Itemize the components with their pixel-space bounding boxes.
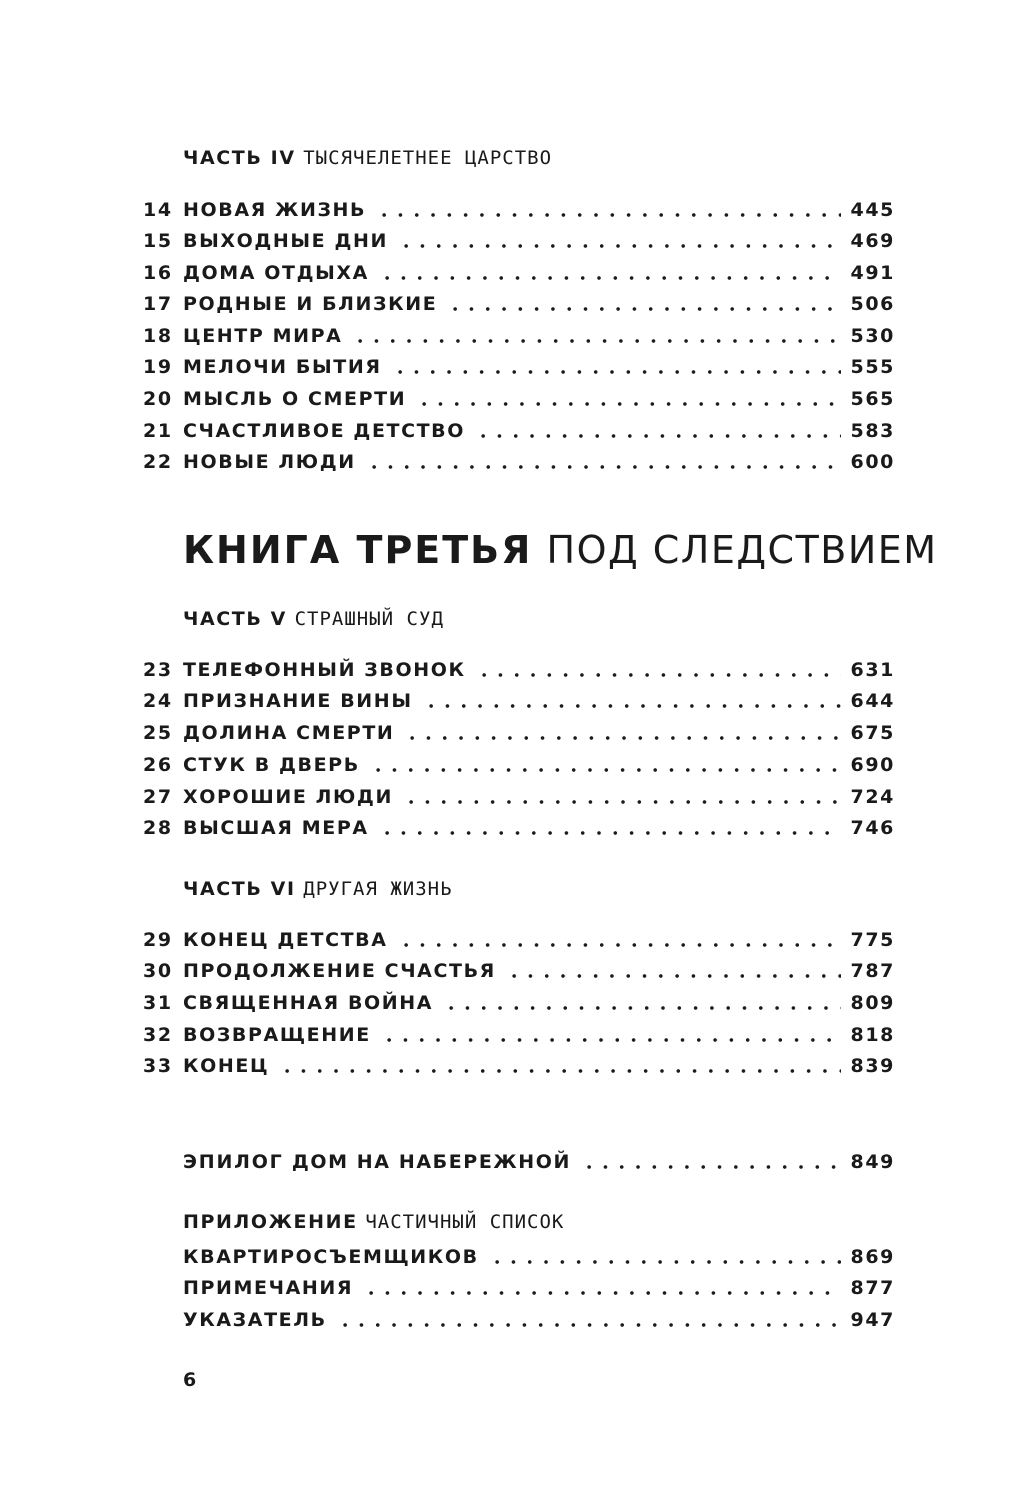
chapter-page: 724 xyxy=(850,786,895,808)
toc-entry-29[interactable] xyxy=(143,925,895,955)
chapter-title: СЧАСТЛИВОЕ ДЕТСТВО xyxy=(183,420,466,442)
toc-entry-30[interactable] xyxy=(143,956,895,986)
chapter-title: ЦЕНТР МИРА xyxy=(183,325,343,347)
appendix-title: ЧАСТИЧНЫЙ СПИСОК xyxy=(365,1211,565,1233)
toc-entry-19[interactable] xyxy=(143,352,895,382)
chapter-title: МЫСЛЬ О СМЕРТИ xyxy=(183,388,407,410)
chapter-page: 746 xyxy=(850,817,895,839)
leader-dots xyxy=(337,1323,841,1327)
chapter-page: 506 xyxy=(850,293,895,315)
toc-entry-16[interactable] xyxy=(143,258,895,288)
chapter-page: 530 xyxy=(850,325,895,347)
toc-entry-17[interactable] xyxy=(143,289,895,319)
chapter-number: 27 xyxy=(143,786,173,808)
appendix-item-page: 947 xyxy=(850,1309,895,1331)
toc-entry-epilogue[interactable] xyxy=(183,1147,895,1177)
chapter-page: 469 xyxy=(850,230,895,252)
chapter-title: ПРИЗНАНИЕ ВИНЫ xyxy=(183,690,413,712)
part-6-heading xyxy=(183,878,453,900)
leader-dots xyxy=(403,800,841,804)
toc-entry-18[interactable] xyxy=(143,321,895,351)
toc-entry-tenants-list[interactable] xyxy=(183,1242,895,1272)
part-4-title: ТЫСЯЧЕЛЕТНЕЕ ЦАРСТВО xyxy=(303,147,553,169)
chapter-page: 818 xyxy=(850,1024,895,1046)
chapter-number: 16 xyxy=(143,262,173,284)
chapter-number: 19 xyxy=(143,356,173,378)
chapter-title: РОДНЫЕ И БЛИЗКИЕ xyxy=(183,293,438,315)
epilogue-title xyxy=(183,1151,571,1173)
chapter-number: 30 xyxy=(143,960,173,982)
chapter-number: 22 xyxy=(143,451,173,473)
chapter-page: 839 xyxy=(850,1055,895,1077)
leader-dots xyxy=(581,1165,841,1169)
leader-dots xyxy=(376,213,840,217)
leader-dots xyxy=(443,1006,840,1010)
leader-dots xyxy=(379,831,841,835)
chapter-title: ДОМА ОТДЫХА xyxy=(183,262,369,284)
chapter-page: 491 xyxy=(850,262,895,284)
chapter-title: МЕЛОЧИ БЫТИЯ xyxy=(183,356,382,378)
chapter-number: 20 xyxy=(143,388,173,410)
appendix-item-title: ПРИМЕЧАНИЯ xyxy=(183,1277,354,1299)
toc-entry-31[interactable] xyxy=(143,988,895,1018)
chapter-page: 644 xyxy=(850,690,895,712)
toc-entry-28[interactable] xyxy=(143,813,895,843)
part-5-heading xyxy=(183,608,444,630)
leader-dots xyxy=(447,307,840,311)
chapter-number: 24 xyxy=(143,690,173,712)
chapter-title: ВОЗВРАЩЕНИЕ xyxy=(183,1024,371,1046)
leader-dots xyxy=(475,434,841,438)
toc-entry-notes[interactable] xyxy=(183,1273,895,1303)
appendix-heading xyxy=(183,1211,564,1233)
leader-dots xyxy=(476,673,841,677)
chapter-number: 29 xyxy=(143,929,173,951)
toc-entry-20[interactable] xyxy=(143,384,895,414)
book-3-label: КНИГА ТРЕТЬЯ xyxy=(183,528,533,572)
chapter-number: 28 xyxy=(143,817,173,839)
toc-entry-15[interactable] xyxy=(143,226,895,256)
toc-entry-21[interactable] xyxy=(143,416,895,446)
leader-dots xyxy=(404,736,840,740)
chapter-page: 583 xyxy=(850,420,895,442)
chapter-title: НОВАЯ ЖИЗНЬ xyxy=(183,199,367,221)
chapter-title: СТУК В ДВЕРЬ xyxy=(183,754,360,776)
toc-entry-25[interactable] xyxy=(143,718,895,748)
chapter-number: 23 xyxy=(143,659,173,681)
chapter-page: 675 xyxy=(850,722,895,744)
chapter-title: ВЫСШАЯ МЕРА xyxy=(183,817,369,839)
leader-dots xyxy=(370,768,841,772)
chapter-page: 809 xyxy=(850,992,895,1014)
appendix-item-page: 877 xyxy=(850,1277,895,1299)
chapter-title: КОНЕЦ ДЕТСТВА xyxy=(183,929,388,951)
toc-entry-23[interactable] xyxy=(143,655,895,685)
book-3-heading xyxy=(183,528,938,572)
page-number: 6 xyxy=(183,1369,197,1391)
leader-dots xyxy=(489,1260,841,1264)
chapter-title: ХОРОШИЕ ЛЮДИ xyxy=(183,786,393,808)
toc-entry-32[interactable] xyxy=(143,1020,895,1050)
toc-entry-14[interactable] xyxy=(143,195,895,225)
chapter-number: 33 xyxy=(143,1055,173,1077)
part-4-label: ЧАСТЬ IV xyxy=(183,147,296,169)
leader-dots xyxy=(381,1038,841,1042)
appendix-item-page: 869 xyxy=(850,1246,895,1268)
epilogue-label: ЭПИЛОГ xyxy=(183,1151,284,1173)
chapter-title: НОВЫЕ ЛЮДИ xyxy=(183,451,356,473)
toc-entry-22[interactable] xyxy=(143,447,895,477)
toc-entry-26[interactable] xyxy=(143,750,895,780)
chapter-number: 17 xyxy=(143,293,173,315)
chapter-number: 21 xyxy=(143,420,173,442)
epilogue-name: ДОМ НА НАБЕРЕЖНОЙ xyxy=(291,1151,572,1173)
book-3-title: ПОД СЛЕДСТВИЕМ xyxy=(546,528,938,572)
epilogue-page: 849 xyxy=(850,1151,895,1173)
chapter-title: ПРОДОЛЖЕНИЕ СЧАСТЬЯ xyxy=(183,960,496,982)
leader-dots xyxy=(363,1291,840,1295)
chapter-page: 445 xyxy=(850,199,895,221)
chapter-number: 14 xyxy=(143,199,173,221)
leader-dots xyxy=(398,244,841,248)
appendix-label: ПРИЛОЖЕНИЕ xyxy=(183,1211,358,1233)
chapter-page: 787 xyxy=(850,960,895,982)
chapter-page: 690 xyxy=(850,754,895,776)
toc-entry-27[interactable] xyxy=(143,782,895,812)
chapter-title: ДОЛИНА СМЕРТИ xyxy=(183,722,395,744)
toc-entry-index[interactable] xyxy=(183,1305,895,1335)
part-4-heading xyxy=(183,147,552,169)
chapter-number: 31 xyxy=(143,992,173,1014)
part-6-label: ЧАСТЬ VI xyxy=(183,878,296,900)
chapter-page: 600 xyxy=(850,451,895,473)
toc-entry-24[interactable] xyxy=(143,686,895,716)
leader-dots xyxy=(416,402,840,406)
leader-dots xyxy=(379,276,841,280)
chapter-number: 25 xyxy=(143,722,173,744)
toc-entry-33[interactable] xyxy=(143,1051,895,1081)
chapter-page: 631 xyxy=(850,659,895,681)
leader-dots xyxy=(352,339,840,343)
chapter-number: 32 xyxy=(143,1024,173,1046)
chapter-number: 26 xyxy=(143,754,173,776)
chapter-number: 15 xyxy=(143,230,173,252)
leader-dots xyxy=(366,465,841,469)
leader-dots xyxy=(398,943,841,947)
chapter-title: ВЫХОДНЫЕ ДНИ xyxy=(183,230,388,252)
part-5-label: ЧАСТЬ V xyxy=(183,608,287,630)
leader-dots xyxy=(506,974,841,978)
leader-dots xyxy=(392,370,841,374)
chapter-title: СВЯЩЕННАЯ ВОЙНА xyxy=(183,992,434,1014)
part-5-title: СТРАШНЫЙ СУД xyxy=(294,608,444,630)
chapter-title: ТЕЛЕФОННЫЙ ЗВОНОК xyxy=(183,659,466,681)
leader-dots xyxy=(279,1069,840,1073)
leader-dots xyxy=(423,704,841,708)
part-6-title: ДРУГАЯ ЖИЗНЬ xyxy=(303,878,453,900)
chapter-page: 565 xyxy=(850,388,895,410)
chapter-page: 555 xyxy=(850,356,895,378)
chapter-page: 775 xyxy=(850,929,895,951)
chapter-number: 18 xyxy=(143,325,173,347)
appendix-item-title: КВАРТИРОСЪЕМЩИКОВ xyxy=(183,1246,479,1268)
chapter-title: КОНЕЦ xyxy=(183,1055,270,1077)
appendix-item-title: УКАЗАТЕЛЬ xyxy=(183,1309,327,1331)
